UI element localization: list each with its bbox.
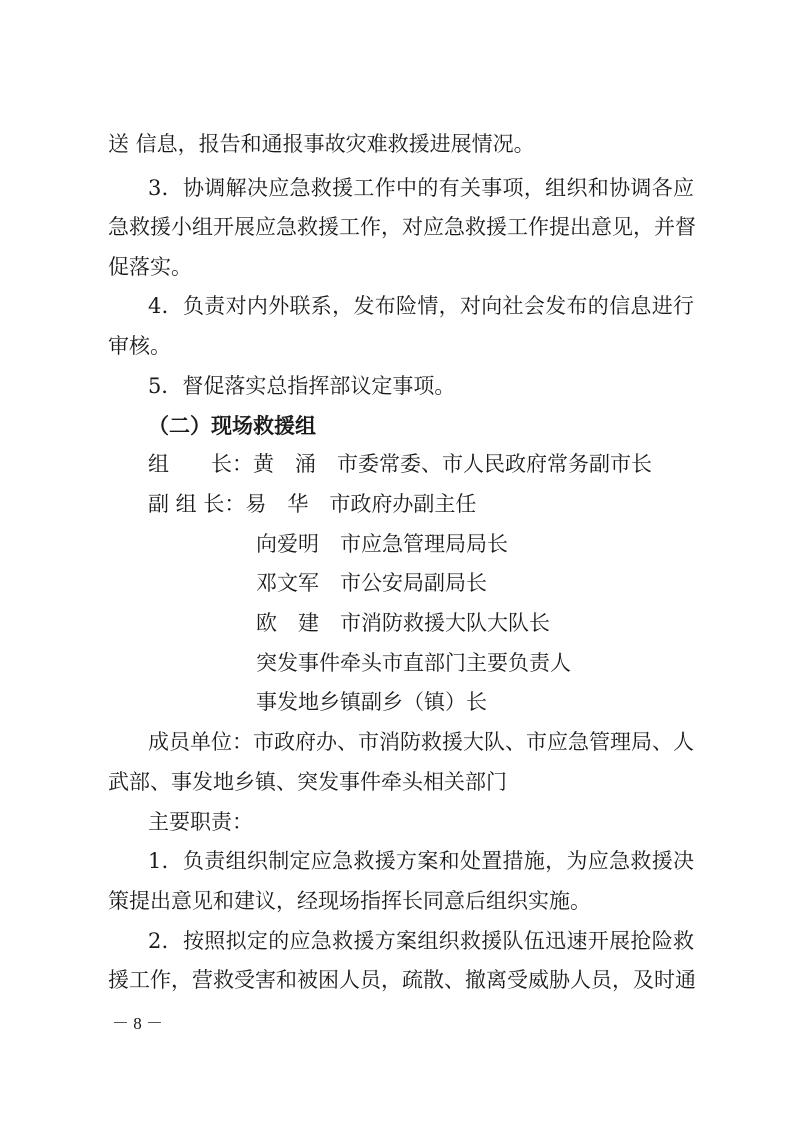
text-line: 5．督促落实总指挥部议定事项。 (148, 374, 456, 398)
text-line: 组 长：黄 涌 市委常委、市人民政府常务副市长 (148, 452, 652, 476)
text-line: 事发地乡镇副乡（镇）长 (256, 690, 487, 714)
text-line: 向爱明 市应急管理局局长 (256, 532, 508, 556)
text-line: 欧 建 市消防救援大队大队长 (256, 611, 550, 635)
page-number: － 8 － (112, 1014, 163, 1033)
text-line: 2．按照拟定的应急救援方案组织救援队伍迅速开展抢险救 (148, 929, 694, 953)
text-line: 成员单位：市政府办、市消防救援大队、市应急管理局、人 (148, 730, 694, 754)
text-line: 审核。 (108, 334, 171, 358)
text-line: 4．负责对内外联系，发布险情，对向社会发布的信息进行 (148, 294, 694, 318)
text-line: 邓文军 市公安局副局长 (256, 571, 487, 595)
text-line: 3．协调解决应急救援工作中的有关事项，组织和协调各应 (148, 176, 694, 200)
text-line: 突发事件牵头市直部门主要负责人 (256, 651, 571, 675)
text-line: 援工作，营救受害和被困人员，疏散、撤离受威胁人员，及时通 (108, 968, 696, 992)
text-line: 副 组 长：易 华 市政府办副主任 (148, 492, 477, 516)
text-line: 武部、事发地乡镇、突发事件牵头相关部门 (108, 770, 507, 794)
section-heading: （二）现场救援组 (148, 414, 316, 438)
text-line: 急救援小组开展应急救援工作，对应急救援工作提出意见，并督 (108, 215, 696, 239)
text-line: 策提出意见和建议，经现场指挥长同意后组织实施。 (108, 889, 591, 913)
text-line: 主要职责： (148, 810, 253, 834)
text-line: 促落实。 (108, 255, 192, 279)
text-line: 送 信息，报告和通报事故灾难救援进展情况。 (108, 132, 535, 156)
text-line: 1．负责组织制定应急救援方案和处置措施，为应急救援决 (148, 849, 694, 873)
